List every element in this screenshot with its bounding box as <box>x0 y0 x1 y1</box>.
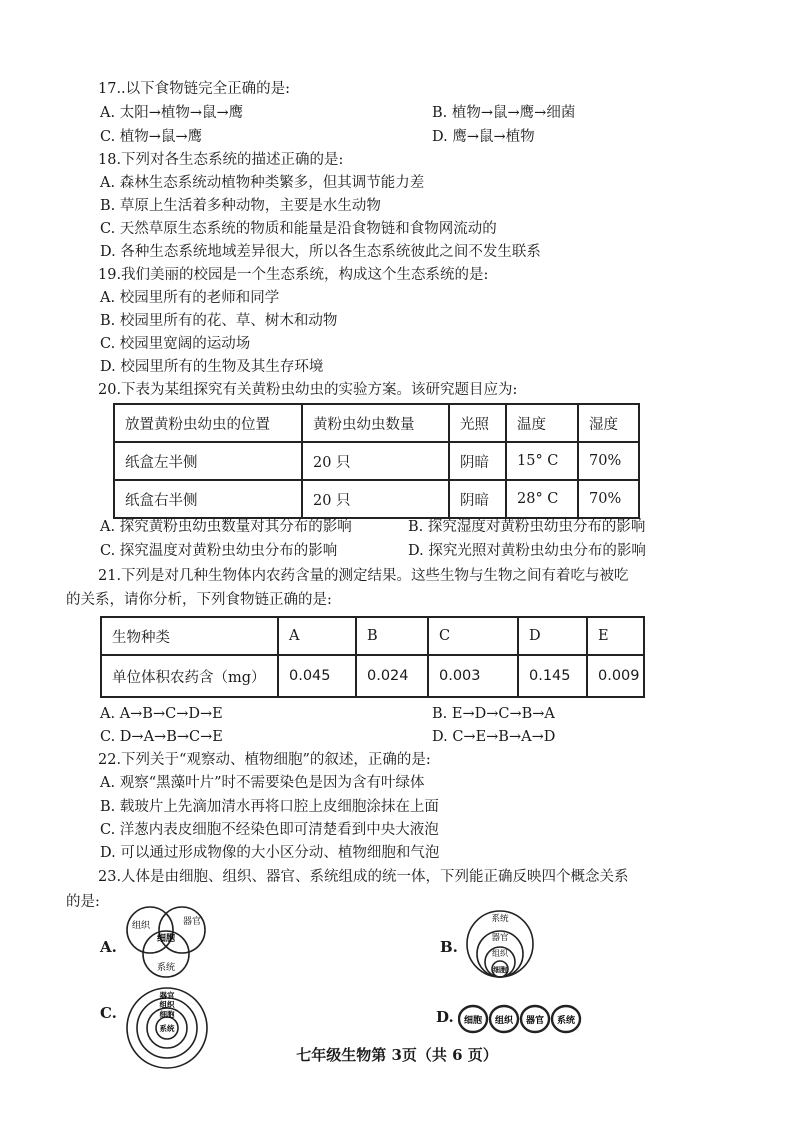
q19-option-d: D. 校园里所有的生物及其生存环境 <box>100 359 324 375</box>
table-cell: 生物种类 <box>101 617 278 655</box>
table-cell: 15° C <box>506 442 578 480</box>
table-cell: 阴暗 <box>449 442 506 480</box>
q22-option-c: C. 洋葱内表皮细胞不经染色即可清楚看到中央大液泡 <box>100 822 439 838</box>
table-cell: 0.003 <box>428 655 518 697</box>
q18-option-c: C. 天然草原生态系统的物质和能量是沿食物链和食物网流动的 <box>100 221 497 237</box>
table-cell: 70% <box>578 480 639 518</box>
table-cell: A <box>278 617 356 655</box>
q18-stem: 18.下列对各生态系统的描述正确的是: <box>98 152 344 168</box>
diagB-label-system: 系统 <box>491 914 509 924</box>
table-row <box>114 480 639 518</box>
diagB-label-organ: 器官 <box>491 933 509 943</box>
diagD-label-system: 系统 <box>556 1016 576 1026</box>
q23-option-a-label: A. <box>100 938 117 956</box>
q20-option-d: D. 探究光照对黄粉虫幼虫分布的影响 <box>408 543 646 559</box>
q20-option-a: A. 探究黄粉虫幼虫数量对其分布的影响 <box>100 519 352 535</box>
q21-table <box>100 616 645 698</box>
diagD-label-organ: 器官 <box>525 1016 545 1026</box>
table-header: 光照 <box>449 404 506 442</box>
q20-stem: 20.下表为某组探究有关黄粉虫幼虫的实验方案。该研究题目应为: <box>98 382 518 398</box>
diagA-label-system: 系统 <box>156 963 176 973</box>
q23-stem-line1: 23.人体是由细胞、组织、器官、系统组成的统一体，下列能正确反映四个概念关系 <box>98 869 629 885</box>
table-cell: 纸盒左半侧 <box>114 442 302 480</box>
table-cell: 28° C <box>506 480 578 518</box>
diagC-label-2: 组织 <box>159 1000 175 1009</box>
table-cell: E <box>587 617 644 655</box>
q20-option-b: B. 探究湿度对黄粉虫幼虫分布的影响 <box>408 519 646 535</box>
diagA-label-tissue: 组织 <box>131 921 151 931</box>
table-row <box>114 404 639 442</box>
q22-option-a: A. 观察“黑藻叶片”时不需要染色是因为含有叶绿体 <box>100 775 425 791</box>
diagram-d-chain <box>458 1003 582 1035</box>
table-row <box>114 442 639 480</box>
diagC-label-3: 细胞 <box>159 1010 175 1019</box>
diagC-label-1: 器官 <box>159 991 175 1000</box>
q20-table <box>113 403 640 519</box>
q21-option-c: C. D→A→B→C→E <box>100 729 223 745</box>
diagB-label-tissue: 组织 <box>492 949 508 958</box>
q17-option-a: A. 太阳→植物→鼠→鹰 <box>100 105 244 121</box>
diagD-label-cell: 细胞 <box>463 1016 483 1026</box>
circle-organ <box>156 907 205 953</box>
table-cell: 纸盒右半侧 <box>114 480 302 518</box>
table-cell: 0.145 <box>518 655 587 697</box>
diagA-label-cell: 细胞 <box>156 934 176 944</box>
q17-option-b: B. 植物→鼠→鹰→细菌 <box>432 105 576 121</box>
diagC-label-4: 系统 <box>159 1024 175 1033</box>
q17-option-c: C. 植物→鼠→鹰 <box>100 129 203 145</box>
q23-option-d-label: D. <box>436 1008 454 1026</box>
diagB-label-cell: 细胞 <box>493 966 507 974</box>
q22-option-b: B. 载玻片上先滴加清水再将口腔上皮细胞涂抹在上面 <box>100 799 439 815</box>
table-header: 湿度 <box>578 404 639 442</box>
table-cell: 20 只 <box>302 480 449 518</box>
q20-option-c: C. 探究温度对黄粉虫幼虫分布的影响 <box>100 543 338 559</box>
q21-stem-line1: 21.下列是对几种生物体内农药含量的测定结果。这些生物与生物之间有着吃与被吃 <box>98 568 629 584</box>
q22-stem: 22.下列关于“观察动、植物细胞”的叙述，正确的是: <box>98 752 431 768</box>
q22-option-d: D. 可以通过形成物像的大小区分动、植物细胞和气泡 <box>100 845 440 861</box>
diagA-label-organ: 器官 <box>182 917 202 927</box>
q18-option-a: A. 森林生态系统动植物种类繁多，但其调节能力差 <box>100 175 425 191</box>
table-cell: 70% <box>578 442 639 480</box>
table-cell: 0.024 <box>356 655 428 697</box>
q18-option-d: D. 各种生态系统地域差异很大，所以各生态系统彼此之间不发生联系 <box>100 244 541 260</box>
q19-option-c: C. 校园里宽阔的运动场 <box>100 336 251 352</box>
diagD-label-tissue: 组织 <box>494 1016 514 1026</box>
table-cell: 单位体积农药含（mg） <box>101 655 278 697</box>
q19-stem: 19.我们美丽的校园是一个生态系统，构成这个生态系统的是: <box>98 267 489 283</box>
table-cell: 20 只 <box>302 442 449 480</box>
table-cell: C <box>428 617 518 655</box>
table-row <box>101 617 644 655</box>
table-cell: 0.009 <box>587 655 644 697</box>
q19-option-b: B. 校园里所有的花、草、树木和动物 <box>100 313 338 329</box>
q23-stem-line2: 的是: <box>66 894 100 910</box>
q17-stem: 17..以下食物链完全正确的是: <box>98 81 291 97</box>
q21-option-b: B. E→D→C→B→A <box>432 706 555 722</box>
q19-option-a: A. 校园里所有的老师和同学 <box>100 290 280 306</box>
diagram-b-nested <box>466 906 536 982</box>
page-footer: 七年级生物第 3页（共 6 页） <box>296 1046 498 1064</box>
table-cell: 0.045 <box>278 655 356 697</box>
q23-option-b-label: B. <box>440 938 458 956</box>
table-row <box>101 655 644 697</box>
q23-option-c-label: C. <box>100 1004 117 1022</box>
table-header: 温度 <box>506 404 578 442</box>
table-cell: 阴暗 <box>449 480 506 518</box>
q21-option-d: D. C→E→B→A→D <box>432 729 556 745</box>
q21-option-a: A. A→B→C→D→E <box>100 706 223 722</box>
q21-stem-line2: 的关系，请你分析，下列食物链正确的是: <box>66 592 332 608</box>
table-header: 放置黄粉虫幼虫的位置 <box>114 404 302 442</box>
table-cell: B <box>356 617 428 655</box>
table-cell: D <box>518 617 587 655</box>
q17-option-d: D. 鹰→鼠→植物 <box>432 129 535 145</box>
q18-option-b: B. 草原上生活着多种动物，主要是水生动物 <box>100 198 381 214</box>
diagram-a-venn <box>124 904 214 984</box>
table-header: 黄粉虫幼虫数量 <box>302 404 449 442</box>
